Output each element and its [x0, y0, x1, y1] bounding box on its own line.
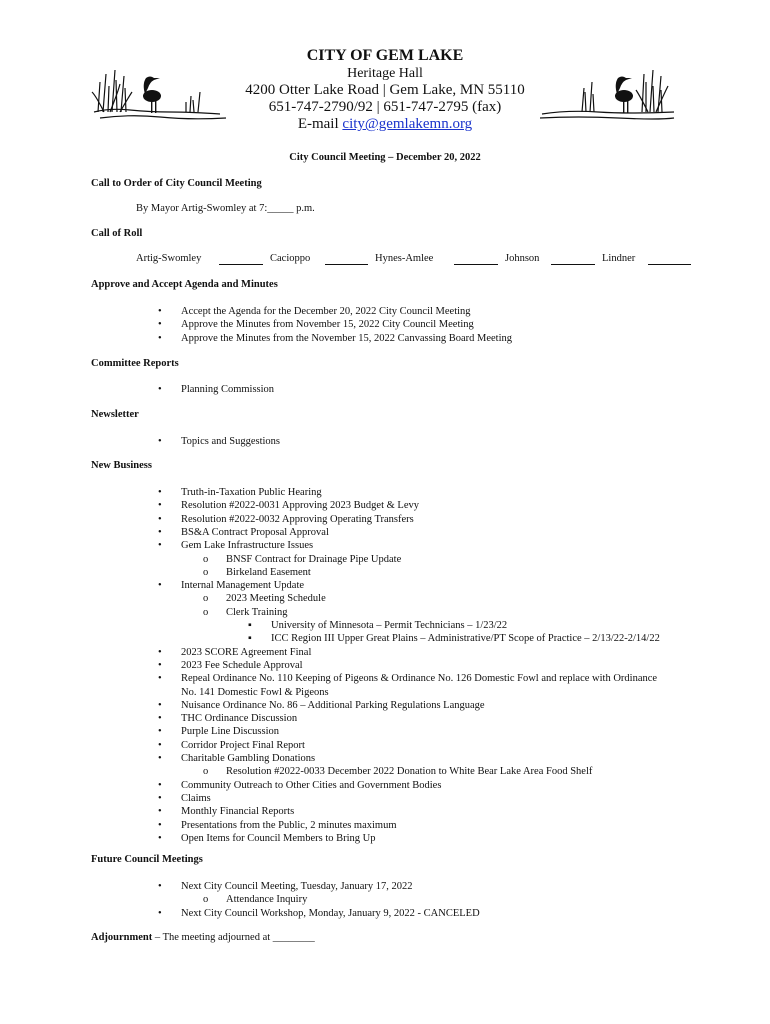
roll-member: Johnson	[505, 253, 540, 264]
list-item	[158, 672, 658, 685]
list-item	[203, 592, 326, 605]
list-item	[158, 526, 329, 539]
list-item	[158, 699, 485, 712]
roll-call-row	[0, 253, 770, 269]
bullet-marker: o	[203, 894, 209, 906]
list-item	[203, 566, 311, 579]
bullet-marker: ▪	[248, 620, 252, 631]
list-item	[158, 819, 397, 832]
list-item	[203, 606, 288, 619]
list-item-text: BNSF Contract for Drainage Pipe Update	[226, 553, 402, 565]
roll-blank	[454, 264, 498, 265]
adjournment-line	[91, 932, 315, 943]
list-item-text: Nuisance Ordinance No. 86 – Additional Parking Regulations Language	[181, 699, 485, 711]
bullet-marker: •	[158, 673, 162, 685]
list-item-text: Monthly Financial Reports	[181, 806, 295, 818]
bullet-marker: o	[203, 553, 209, 565]
list-item	[203, 893, 308, 906]
bullet-marker: •	[158, 699, 162, 711]
roll-member: Hynes-Amlee	[375, 253, 434, 264]
list-item-text: 2023 SCORE Agreement Final	[181, 646, 312, 658]
list-item	[158, 832, 376, 845]
bullet-marker: •	[158, 806, 162, 818]
bullet-marker: •	[158, 832, 162, 844]
bullet-marker: •	[158, 713, 162, 725]
list-item	[158, 539, 314, 552]
call-to-order-text: By Mayor Artig-Swomley at 7:_____ p.m.	[136, 203, 315, 214]
list-item-text: Charitable Gambling Donations	[181, 753, 316, 764]
list-item: • Approve the Minutes from November 15, 2022 City Council Meeting	[158, 319, 474, 330]
list-item-text: Claims	[181, 792, 211, 804]
list-item	[158, 486, 322, 499]
list-item	[158, 712, 298, 725]
list-item-text: Birkeland Easement	[226, 566, 311, 578]
bullet-marker: •	[158, 779, 162, 791]
bullet-marker: •	[158, 739, 162, 751]
list-item-text: 2023 Fee Schedule Approval	[181, 659, 303, 671]
bullet-marker: •	[158, 819, 162, 831]
committee-heading: Committee Reports	[91, 358, 179, 369]
newsletter-heading: Newsletter	[91, 409, 139, 420]
address: 4200 Otter Lake Road | Gem Lake, MN 55110	[245, 82, 525, 98]
roll-member: Cacioppo	[270, 253, 311, 264]
future-meetings-heading: Future Council Meetings	[91, 854, 203, 865]
list-item: • Topics and Suggestions	[158, 436, 281, 447]
roll-call-heading: Call of Roll	[91, 228, 143, 239]
list-item	[158, 513, 414, 526]
bullet-marker: •	[158, 907, 162, 919]
list-item	[181, 686, 329, 699]
meeting-title: City Council Meeting – December 20, 2022	[289, 152, 481, 163]
bullet-marker: ▪	[248, 633, 252, 645]
list-item-text: Next City Council Meeting, Tuesday, January 17, 2022	[181, 881, 413, 892]
email-line	[0, 116, 770, 133]
list-item-text: Next City Council Workshop, Monday, January 9, 2022 - CANCELED	[181, 907, 480, 919]
list-item-text: 2023 Meeting Schedule	[226, 593, 326, 605]
list-item	[158, 659, 303, 672]
letterhead	[0, 46, 770, 133]
list-item-text: Clerk Training	[226, 606, 288, 618]
list-item	[158, 725, 279, 738]
list-item	[158, 792, 211, 805]
list-item-text: Resolution #2022-0033 December 2022 Donation to White Bear Lake Area Food Shelf	[226, 766, 593, 778]
list-item-text: Repeal Ordinance No. 110 Keeping of Pigeons & Ordinance No. 126 Domestic Fowl and replace with Ordinance	[181, 673, 658, 685]
list-item-text: Resolution #2022-0031 Approving 2023 Budget & Levy	[181, 500, 419, 512]
call-to-order-heading: Call to Order of City Council Meeting	[91, 178, 262, 189]
list-item	[158, 880, 413, 893]
adjournment-label: Adjournment	[91, 932, 153, 943]
list-item-text: Corridor Project Final Report	[181, 739, 305, 751]
list-item-text: Attendance Inquiry	[226, 894, 308, 906]
list-item	[158, 579, 305, 592]
list-item-text: University of Minnesota – Permit Technicians – 1/23/22	[271, 620, 508, 631]
list-item-text: THC Ordinance Discussion	[181, 713, 298, 725]
bullet-marker: •	[158, 792, 162, 804]
list-item	[203, 765, 593, 778]
list-item-text: Gem Lake Infrastructure Issues	[181, 540, 314, 552]
roll-blank	[219, 264, 263, 265]
list-item	[158, 907, 480, 920]
list-item	[158, 646, 312, 659]
list-item-text: Resolution #2022-0032 Approving Operating Transfers	[181, 513, 414, 525]
list-item-text: Truth-in-Taxation Public Hearing	[181, 487, 322, 498]
bullet-marker: •	[158, 753, 162, 764]
list-item	[158, 752, 316, 765]
roll-blank	[648, 264, 691, 265]
list-item-text: Presentations from the Public, 2 minutes maximum	[181, 819, 397, 831]
list-item-text: No. 141 Domestic Fowl & Pigeons	[181, 686, 329, 698]
bullet-marker: •	[158, 540, 162, 552]
bullet-marker: •	[158, 881, 162, 892]
new-business-heading: New Business	[91, 460, 152, 471]
email-prefix: E-mail	[297, 116, 343, 132]
bullet-marker: •	[158, 487, 162, 498]
city-name: CITY OF GEM LAKE	[306, 47, 464, 64]
phone-fax: 651-747-2790/92 | 651-747-2795 (fax)	[268, 99, 502, 115]
list-item	[158, 779, 442, 792]
bullet-marker: o	[203, 606, 209, 618]
bullet-marker: •	[158, 659, 162, 671]
agenda-heading: Approve and Accept Agenda and Minutes	[91, 279, 278, 290]
bullet-marker: •	[158, 726, 162, 738]
bullet-marker: •	[158, 526, 162, 538]
bullet-marker: •	[158, 580, 162, 592]
list-item: • Approve the Minutes from the November 15, 2022 Canvassing Board Meeting	[158, 333, 512, 344]
roll-blank	[551, 264, 595, 265]
bullet-marker: •	[158, 500, 162, 512]
list-item-text: Community Outreach to Other Cities and Government Bodies	[181, 779, 442, 791]
list-item	[203, 553, 402, 566]
list-item-text: ICC Region III Upper Great Plains – Administrative/PT Scope of Practice – 2/13/22-2/14/22	[271, 633, 660, 645]
list-item	[248, 632, 660, 645]
list-item: • Accept the Agenda for the December 20, 2022 City Council Meeting	[158, 306, 471, 317]
list-item: • Planning Commission	[158, 384, 275, 395]
roll-member: Lindner	[602, 253, 636, 264]
bullet-marker: o	[203, 566, 209, 578]
list-item-text: BS&A Contract Proposal Approval	[181, 526, 329, 538]
list-item	[158, 739, 305, 752]
email-link[interactable]: city@gemlakemn.org	[342, 116, 473, 132]
list-item-text: Internal Management Update	[181, 580, 305, 592]
list-item	[248, 619, 508, 632]
list-item	[158, 499, 419, 512]
roll-blank	[325, 264, 368, 265]
roll-member: Artig-Swomley	[136, 253, 202, 264]
bullet-marker: o	[203, 593, 209, 605]
adjournment-text: – The meeting adjourned at ________	[152, 932, 315, 943]
hall-name: Heritage Hall	[347, 66, 423, 81]
list-item	[158, 805, 295, 818]
list-item-text: Open Items for Council Members to Bring Up	[181, 832, 376, 844]
list-item-text: Purple Line Discussion	[181, 726, 279, 738]
bullet-marker: •	[158, 646, 162, 658]
bullet-marker: o	[203, 766, 209, 778]
bullet-marker: •	[158, 513, 162, 525]
